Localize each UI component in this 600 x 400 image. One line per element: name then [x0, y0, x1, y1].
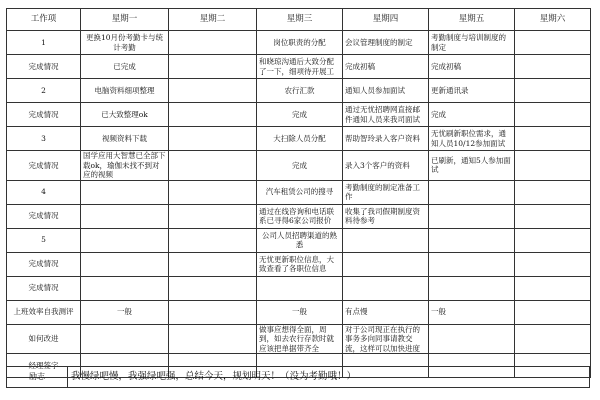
row-label: 上班效率自我测评	[7, 300, 81, 324]
table-row	[7, 252, 591, 276]
tuesday-cell	[169, 180, 257, 204]
wednesday-cell: 完成	[257, 103, 343, 127]
table-row	[7, 324, 591, 354]
saturday-cell	[515, 324, 591, 354]
wednesday-cell: 大扫除人员分配	[257, 127, 343, 151]
thursday-cell	[343, 276, 429, 300]
friday-cell: 考勤制度与培训制度的制定	[429, 31, 515, 55]
table-row	[7, 31, 591, 55]
monday-cell: 电脑资料细项整理	[81, 79, 169, 103]
thursday-cell: 录入3个客户的资料	[343, 151, 429, 181]
tuesday-cell	[169, 127, 257, 151]
monday-cell: 更换10月份考勤卡与统计考勤	[81, 31, 169, 55]
saturday-cell	[515, 204, 591, 228]
tuesday-cell	[169, 79, 257, 103]
tuesday-cell	[169, 300, 257, 324]
wednesday-cell	[257, 276, 343, 300]
row-label: 经理签字	[7, 354, 81, 378]
wednesday-cell: 岗位职责的分配	[257, 31, 343, 55]
monday-cell: 已完成	[81, 55, 169, 79]
thursday-cell: 对于公司现正在执行的事务多向同事请教交流，这样可以加快进度	[343, 324, 429, 354]
row-label: 如何改进	[7, 324, 81, 354]
friday-cell: 完成初稿	[429, 55, 515, 79]
saturday-cell	[515, 151, 591, 181]
saturday-cell	[515, 31, 591, 55]
saturday-cell	[515, 252, 591, 276]
saturday-cell	[515, 228, 591, 252]
motto-label: 励志	[7, 367, 68, 387]
monday-cell	[81, 228, 169, 252]
table-row	[7, 55, 591, 79]
friday-cell	[429, 228, 515, 252]
table-row	[7, 180, 591, 204]
monday-cell: 国学应用大智慧已全部下载ok，瑜伽未找不到对应的视频	[81, 151, 169, 181]
thursday-cell: 会议管理制度的制定	[343, 31, 429, 55]
row-label: 完成情况	[7, 103, 81, 127]
saturday-cell	[515, 103, 591, 127]
saturday-cell	[515, 300, 591, 324]
thursday-cell: 完成初稿	[343, 55, 429, 79]
tuesday-cell	[169, 151, 257, 181]
friday-cell: 完成	[429, 103, 515, 127]
thursday-cell: 收集了我司假期制度资料待参考	[343, 204, 429, 228]
table-row	[7, 151, 591, 181]
header-tuesday: 星期二	[169, 9, 257, 31]
friday-cell: 更新通讯录	[429, 79, 515, 103]
row-label: 完成情况	[7, 252, 81, 276]
thursday-cell: 通过无忧招聘网直接邮件通知人员来我司面试	[343, 103, 429, 127]
header-thursday: 星期四	[343, 9, 429, 31]
table-row	[7, 228, 591, 252]
wednesday-cell: 一般	[257, 300, 343, 324]
table-row	[7, 103, 591, 127]
saturday-cell	[515, 180, 591, 204]
motto-row	[6, 366, 590, 388]
friday-cell	[429, 324, 515, 354]
saturday-cell	[515, 79, 591, 103]
thursday-cell: 考勤制度的制定准备工作	[343, 180, 429, 204]
row-label: 3	[7, 127, 81, 151]
friday-cell	[429, 180, 515, 204]
monday-cell: 一般	[81, 300, 169, 324]
thursday-cell	[343, 228, 429, 252]
wednesday-cell: 农行汇款	[257, 79, 343, 103]
weekly-plan-table	[6, 8, 591, 378]
thursday-cell: 帮助智玲录入客户资料	[343, 127, 429, 151]
saturday-cell	[515, 55, 591, 79]
tuesday-cell	[169, 252, 257, 276]
table-row	[7, 79, 591, 103]
table-row	[7, 127, 591, 151]
wednesday-cell: 和晓琼沟通后大致分配了一下，细项待开展工	[257, 55, 343, 79]
row-label: 完成情况	[7, 276, 81, 300]
thursday-cell	[343, 252, 429, 276]
wednesday-cell: 无忧更新职位信息，大致查看了各职位信息	[257, 252, 343, 276]
wednesday-cell: 做事应想得全面，周到，如去农行存款时就应该把单据带齐全	[257, 324, 343, 354]
thursday-cell: 通知人员参加面试	[343, 79, 429, 103]
table-row	[7, 276, 591, 300]
header-row	[7, 9, 591, 31]
monday-cell	[81, 204, 169, 228]
header-friday: 星期五	[429, 9, 515, 31]
monday-cell	[81, 324, 169, 354]
friday-cell: 一般	[429, 300, 515, 324]
row-label: 2	[7, 79, 81, 103]
saturday-cell	[515, 127, 591, 151]
tuesday-cell	[169, 228, 257, 252]
row-label: 4	[7, 180, 81, 204]
row-label: 完成情况	[7, 204, 81, 228]
friday-cell	[429, 204, 515, 228]
monday-cell: 视频资料下载	[81, 127, 169, 151]
row-label: 1	[7, 31, 81, 55]
wednesday-cell: 汽车租赁公司的搜寻	[257, 180, 343, 204]
monday-cell	[81, 276, 169, 300]
wednesday-cell: 通过在线咨询和电话联系已寻得6家公司报价	[257, 204, 343, 228]
row-label: 5	[7, 228, 81, 252]
friday-cell	[429, 276, 515, 300]
header-work-item: 工作项	[7, 9, 81, 31]
tuesday-cell	[169, 276, 257, 300]
header-monday: 星期一	[81, 9, 169, 31]
table-row	[7, 300, 591, 324]
tuesday-cell	[169, 55, 257, 79]
saturday-cell	[515, 276, 591, 300]
friday-cell: 已刷新，通知5人参加面试	[429, 151, 515, 181]
friday-cell	[429, 252, 515, 276]
row-label: 完成情况	[7, 151, 81, 181]
header-wednesday: 星期三	[257, 9, 343, 31]
wednesday-cell: 完成	[257, 151, 343, 181]
wednesday-cell: 公司人员招聘渠道的熟悉	[257, 228, 343, 252]
tuesday-cell	[169, 324, 257, 354]
tuesday-cell	[169, 31, 257, 55]
monday-cell: 已大致整理ok	[81, 103, 169, 127]
row-label: 完成情况	[7, 55, 81, 79]
friday-cell: 无忧刷新职位需求，通知人员10/12参加面试	[429, 127, 515, 151]
tuesday-cell	[169, 103, 257, 127]
motto-text: 我慢绿吧慢，我强绿吧强，总结今天，规划明天！（没为考勤哦！）	[71, 371, 357, 382]
thursday-cell: 有点慢	[343, 300, 429, 324]
monday-cell	[81, 180, 169, 204]
table-row	[7, 204, 591, 228]
header-saturday: 星期六	[515, 9, 591, 31]
tuesday-cell	[169, 204, 257, 228]
monday-cell	[81, 252, 169, 276]
